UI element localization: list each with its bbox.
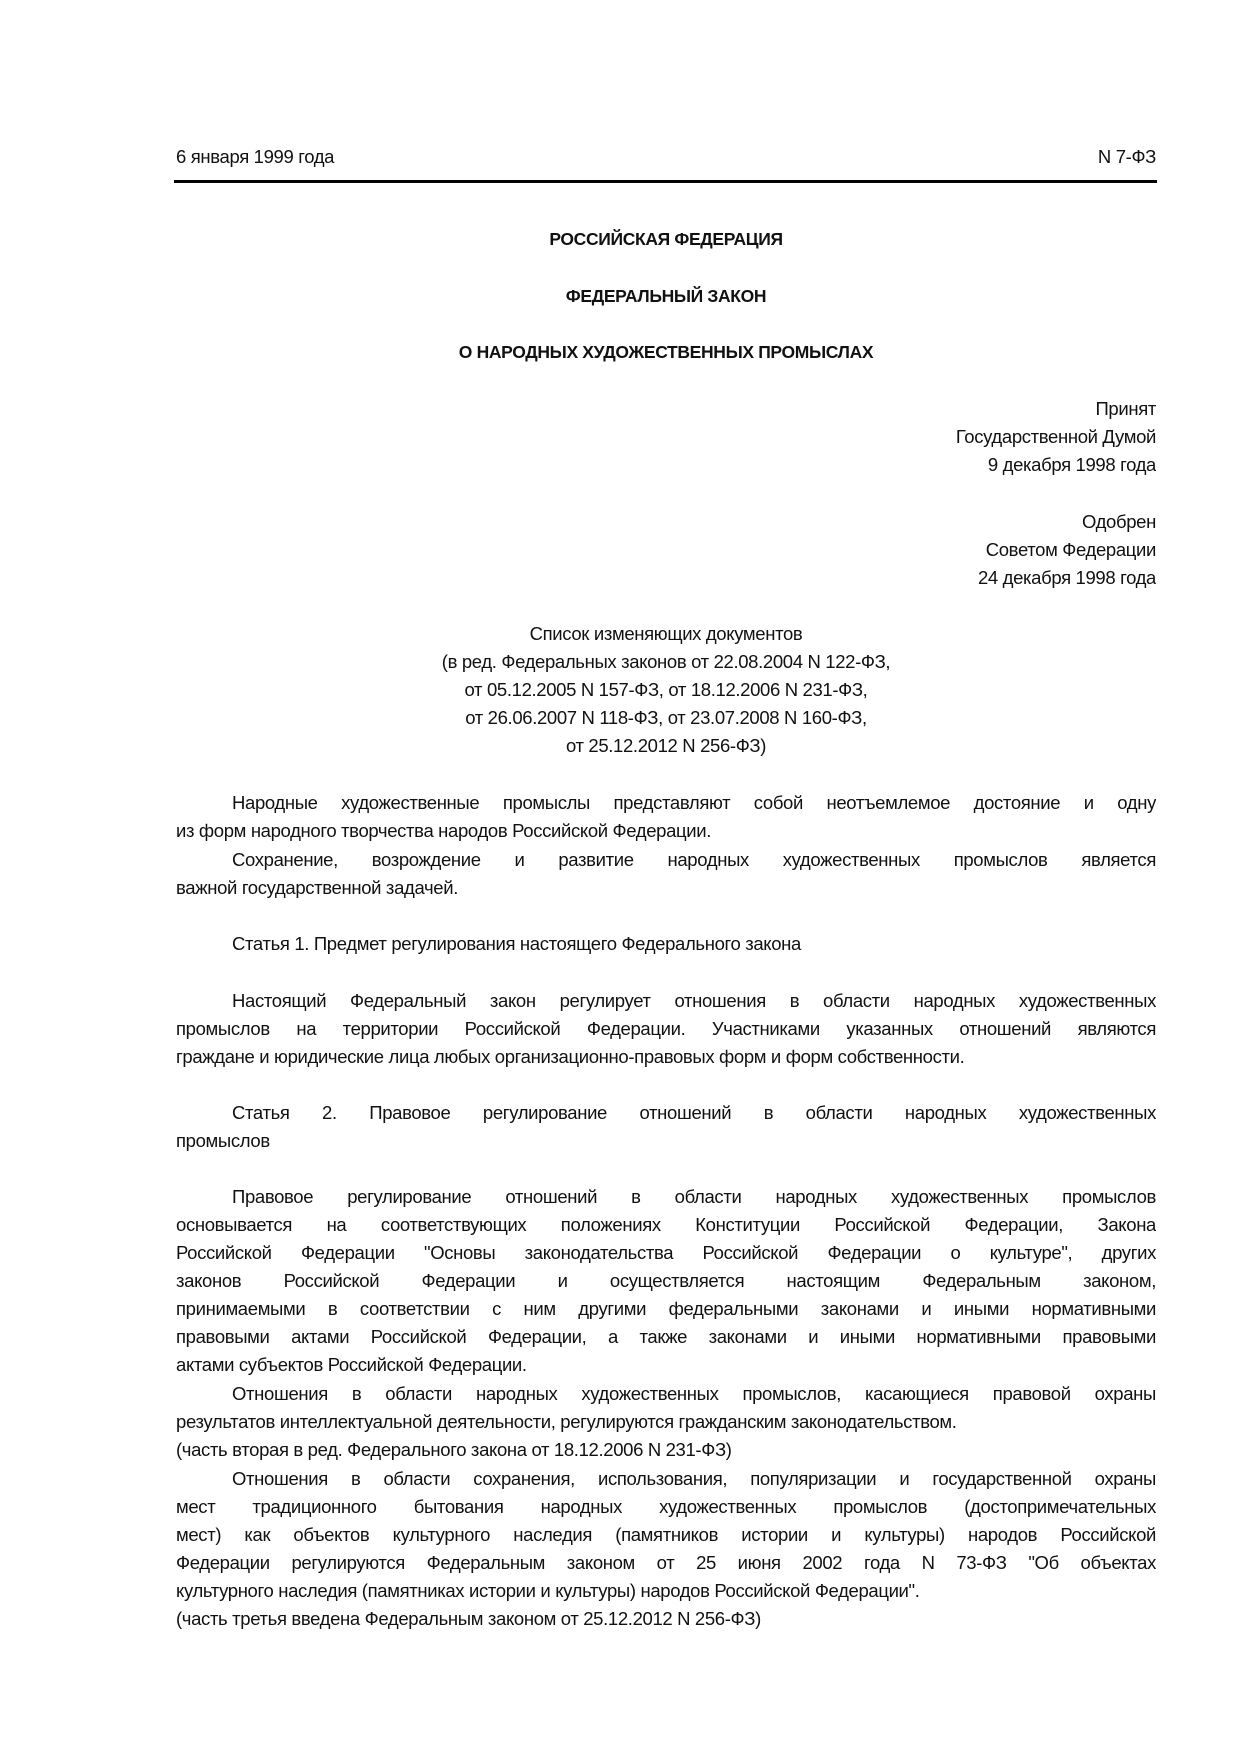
text-line: Федерации регулируются Федеральным законом от 25 июня 2002 года N 73-ФЗ "Об объектах	[176, 1552, 1156, 1573]
text-line: 9 декабря 1998 года	[987, 454, 1156, 475]
title-law-type	[176, 282, 1156, 310]
text-line: мест традиционного бытования народных художественных промыслов (достопримечательных	[176, 1496, 1156, 1517]
text-line: 24 декабря 1998 года	[977, 567, 1156, 588]
text-line: Народные художественные промыслы представляют собой неотъемлемое достояние и одну	[232, 792, 1156, 813]
document-date: 6 января 1999 года	[176, 146, 335, 167]
text-line: Правовое регулирование отношений в области народных художественных промыслов	[232, 1186, 1156, 1207]
text-line: Принят	[1095, 398, 1156, 419]
amendment-note: (часть вторая в ред. Федерального закона от 18.12.2006 N 231-ФЗ)	[176, 1439, 732, 1460]
text-line: от 05.12.2005 N 157-ФЗ, от 18.12.2006 N 231-ФЗ,	[464, 679, 868, 700]
text-line: промыслов	[176, 1130, 270, 1151]
text-line: Российской Федерации "Основы законодательства Российской Федерации о культуре", других	[176, 1242, 1156, 1263]
amendment-note: (часть третья введена Федеральным законом от 25.12.2012 N 256-ФЗ)	[176, 1608, 761, 1629]
article-1-heading	[176, 930, 1156, 958]
text-line: Статья 1. Предмет регулирования настоящего Федерального закона	[232, 933, 801, 954]
preamble-paragraph-2	[176, 846, 1156, 902]
text-line: промыслов на территории Российской Федерации. Участниками указанных отношений являются	[176, 1018, 1156, 1039]
title-law-name	[176, 338, 1156, 366]
text-line: мест) как объектов культурного наследия (памятников истории и культуры) народов Российской	[176, 1524, 1156, 1545]
amendments-block	[176, 620, 1156, 760]
text-line: основывается на соответствующих положениях Конституции Российской Федерации, Закона	[176, 1214, 1156, 1235]
text-line: Одобрен	[1081, 511, 1156, 532]
text-line: Отношения в области сохранения, использования, популяризации и государственной охраны	[232, 1468, 1156, 1489]
text-line: Сохранение, возрождение и развитие народных художественных промыслов является	[232, 849, 1156, 870]
text-line: Государственной Думой	[955, 426, 1156, 447]
text-line: культурного наследия (памятниках истории и культуры) народов Российской Федерации".	[176, 1580, 920, 1601]
text-line: Список изменяющих документов	[529, 623, 803, 644]
title-country	[176, 225, 1156, 253]
title-line: РОССИЙСКАЯ ФЕДЕРАЦИЯ	[549, 229, 783, 249]
text-line: результатов интеллектуальной деятельности, регулируются гражданским законодательством.	[176, 1411, 957, 1432]
article-1-text	[176, 987, 1156, 1071]
document-number: N 7-ФЗ	[1097, 146, 1156, 167]
text-line: законов Российской Федерации и осуществляется настоящим Федеральным законом,	[176, 1270, 1156, 1291]
text-line: от 26.06.2007 N 118-ФЗ, от 23.07.2008 N 160-ФЗ,	[465, 707, 867, 728]
preamble-paragraph-1	[176, 789, 1156, 845]
article-2-paragraph-1	[176, 1183, 1156, 1379]
text-line: Отношения в области народных художественных промыслов, касающиеся правовой охраны	[232, 1383, 1156, 1404]
text-line: принимаемыми в соответствии с ним другими федеральными законами и иными нормативными	[176, 1298, 1156, 1319]
text-line: важной государственной задачей.	[176, 877, 458, 898]
text-line: актами субъектов Российской Федерации.	[176, 1354, 527, 1375]
text-line: граждане и юридические лица любых организационно-правовых форм и форм собственности.	[176, 1046, 965, 1067]
header-divider	[174, 180, 1157, 183]
text-line: Статья 2. Правовое регулирование отношений в области народных художественных	[232, 1102, 1156, 1123]
text-line: правовыми актами Российской Федерации, а также законами и иными нормативными правовыми	[176, 1326, 1156, 1347]
text-line: из форм народного творчества народов Российской Федерации.	[176, 820, 712, 841]
text-line: от 25.12.2012 N 256-ФЗ)	[565, 735, 767, 756]
title-line: ФЕДЕРАЛЬНЫЙ ЗАКОН	[565, 286, 767, 306]
article-2-heading	[176, 1099, 1156, 1155]
adopted-block	[176, 395, 1156, 479]
title-line: О НАРОДНЫХ ХУДОЖЕСТВЕННЫХ ПРОМЫСЛАХ	[458, 342, 874, 362]
text-line: Настоящий Федеральный закон регулирует отношения в области народных художественных	[232, 990, 1156, 1011]
text-line: Советом Федерации	[985, 539, 1156, 560]
article-2-paragraph-3	[176, 1465, 1156, 1633]
text-line: (в ред. Федеральных законов от 22.08.2004 N 122-ФЗ,	[441, 651, 891, 672]
article-2-paragraph-2	[176, 1380, 1156, 1464]
approved-block	[176, 508, 1156, 592]
